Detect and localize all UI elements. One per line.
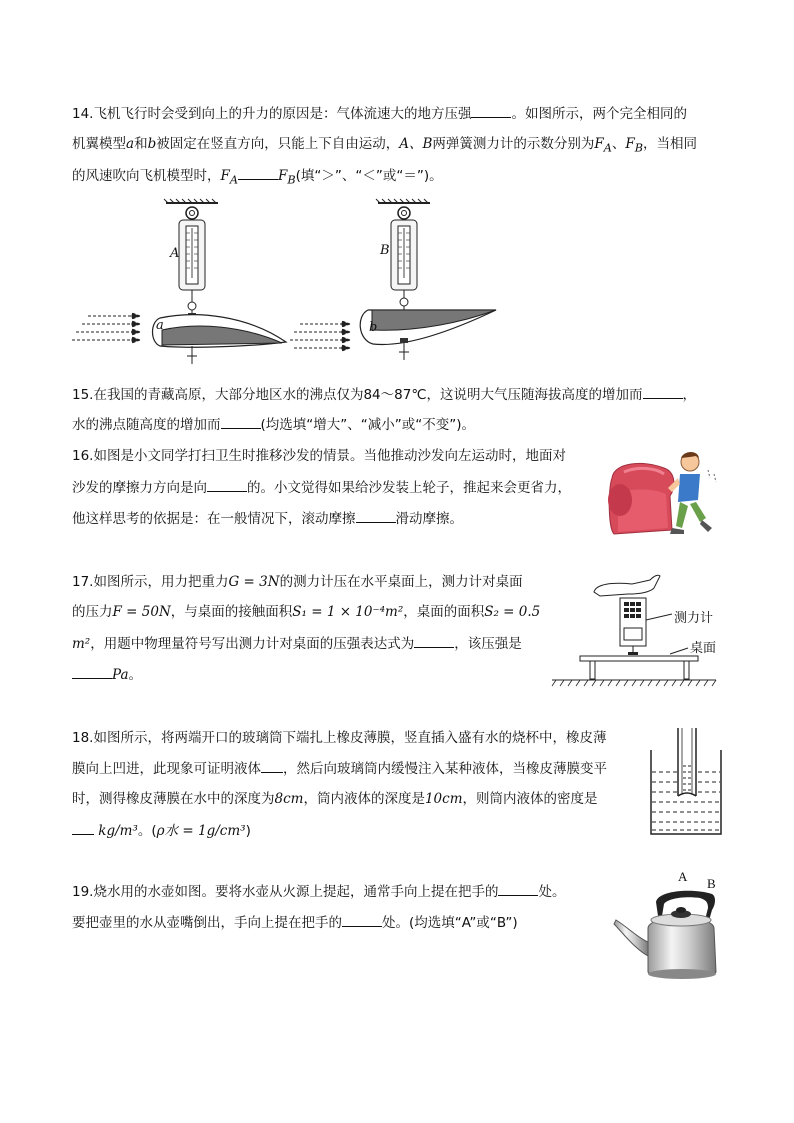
answer-blank[interactable] [342, 913, 382, 927]
q14-line2: 机翼模型a和b被固定在竖直方向，只能上下自由运动，A、B两弹簧测力计的示数分别为$F_A$、$F_B$，当相同 [72, 136, 698, 155]
wing-model-a [153, 315, 287, 364]
boy [668, 452, 716, 534]
label-table: 桌面 [690, 641, 717, 656]
answer-blank[interactable] [414, 634, 454, 648]
q18-line3: 时，测得橡皮薄膜在水中的深度为8cm，筒内液体的深度是10cm，则筒内液体的密度是 [72, 791, 598, 807]
answer-blank[interactable] [356, 509, 396, 523]
answer-blank[interactable] [207, 478, 247, 492]
q18-line1: 18.如图所示，将两端开口的玻璃筒下端扎上橡皮薄膜，竖直插入盛有水的烧杯中，橡皮薄 [72, 730, 607, 746]
q18-line2: 膜向上凹进，此现象可证明液体 ，然后向玻璃筒内缓慢注入某种液体，当橡皮薄膜变平 [72, 761, 607, 777]
q17-line2: 的压力F = 50N，与桌面的接触面积S₁ = 1 × 10⁻⁴m²，桌面的面积S₂ = 0.5 [72, 604, 541, 620]
q17-line3: m²，用题中物理量符号写出测力计对桌面的压强表达式为 ，该压强是 [72, 636, 522, 652]
label-force-meter: 测力计 [674, 611, 714, 626]
beaker-tube-figure [648, 722, 724, 840]
q14-line3: 的风速吹向飞机模型时，$F_A$ $F_B$(填“＞”、“＜”或“＝”)。 [72, 168, 443, 187]
answer-blank[interactable] [72, 821, 94, 835]
q16-line3: 他这样思考的依据是：在一般情况下，滚动摩擦 滑动摩擦。 [72, 511, 463, 527]
answer-blank[interactable] [238, 166, 278, 180]
q14-line1: 14.飞机飞行时会受到向上的升力的原因是：气体流速大的地方压强 。如图所示，两个完全相同的 [72, 106, 687, 122]
q19-line2: 要把壶里的水从壶嘴倒出，手向上提在把手的 处。(均选填“A”或“B”) [72, 915, 518, 931]
q19-line1: 19.烧水用的水壶如图。要将水壶从火源上提起，通常手向上提在把手的 处。 [72, 884, 566, 900]
q17-line4: Pa。 [72, 665, 142, 684]
q15-line1: 15.在我国的青藏高原，大部分地区水的沸点仅为84～87℃，这说明大气压随海拔高度的增加而 ， [72, 387, 696, 403]
label-B: B [380, 243, 390, 258]
label-a: a [156, 318, 164, 333]
wing-spring-scale-figure [68, 198, 508, 368]
label-B: B [707, 876, 716, 891]
kettle-figure [612, 880, 724, 984]
q17-line1: 17.如图所示，用力把重力G = 3N的测力计压在水平桌面上，测力计对桌面 [72, 574, 523, 590]
label-b: b [369, 320, 378, 335]
kettle [614, 891, 716, 979]
wind-arrows-left [72, 313, 140, 343]
sofa [608, 463, 674, 534]
label-A: A [170, 246, 180, 261]
answer-blank[interactable] [72, 665, 112, 679]
q16-line1: 16.如图是小文同学打扫卫生时推移沙发的情景。当他推动沙发向左运动时，地面对 [72, 448, 566, 464]
sofa-push-illustration [604, 448, 724, 542]
beaker [651, 750, 721, 834]
force-meter [620, 598, 672, 655]
answer-blank[interactable] [261, 759, 283, 773]
force-meter-on-table-figure [550, 570, 720, 688]
answer-blank[interactable] [643, 385, 683, 399]
answer-blank[interactable] [221, 415, 261, 429]
answer-blank[interactable] [471, 104, 511, 118]
q15-line2: 水的沸点随高度的增加而 (均选填“增大”、“减小”或“不变”)。 [72, 417, 475, 433]
hand [594, 575, 660, 596]
answer-blank[interactable] [498, 882, 538, 896]
wind-arrows-right [290, 321, 350, 351]
label-A: A [678, 869, 688, 884]
wing-model-b [360, 310, 496, 360]
q18-line4: kg/m³。(ρ水 = 1g/cm³) [72, 821, 251, 840]
q16-line2: 沙发的摩擦力方向是向 的。小文觉得如果给沙发装上轮子，推起来会更省力， [72, 480, 571, 496]
